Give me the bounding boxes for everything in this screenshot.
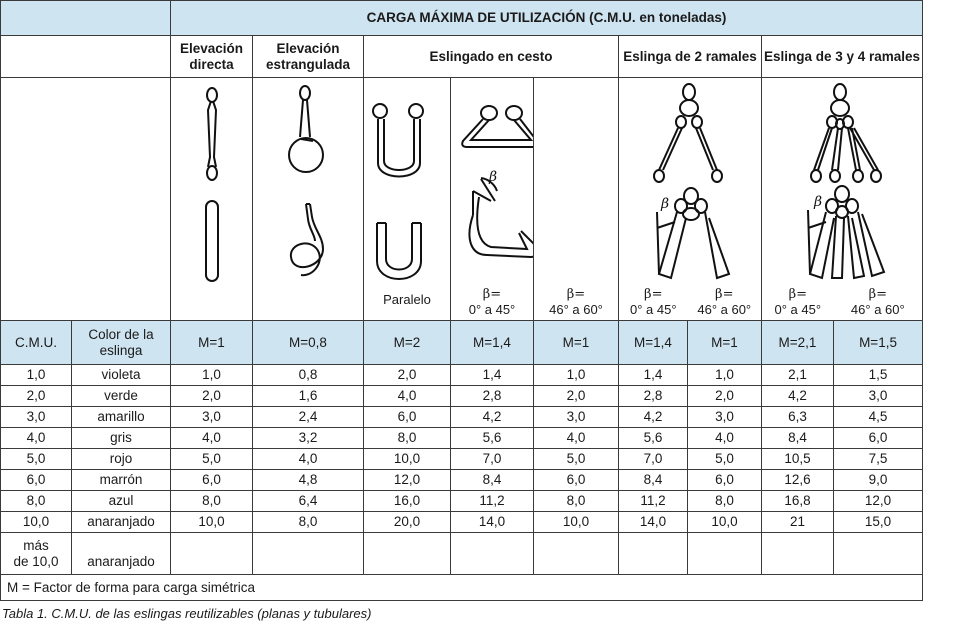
factor-cell: M=2 [364, 321, 451, 365]
value-cell: 4,2 [451, 407, 534, 428]
value-cell: 4,0 [688, 428, 762, 449]
value-cell: 2,0 [171, 386, 253, 407]
value-cell: 6,0 [171, 470, 253, 491]
color-cell: marrón [72, 470, 171, 491]
value-cell: 15,0 [834, 512, 923, 533]
value-cell: 3,0 [834, 386, 923, 407]
table-title: CARGA MÁXIMA DE UTILIZACIÓN (C.M.U. en toneladas) [171, 1, 923, 36]
choke-lift-diagram [253, 79, 364, 320]
value-cell: 6,0 [688, 470, 762, 491]
group-eslinga-3-4-ramales: Eslinga de 3 y 4 ramales [762, 36, 923, 78]
value-cell: 12,0 [364, 470, 451, 491]
value-cell: 4,0 [534, 428, 619, 449]
corner-cell [1, 1, 171, 36]
table-row [1, 407, 923, 428]
basket-parallel-diagram [364, 97, 451, 292]
table-row-last [1, 533, 923, 575]
color-cell: verde [72, 386, 171, 407]
value-cell: 2,4 [253, 407, 364, 428]
factor-cell: M=1 [171, 321, 253, 365]
label-paralelo: Paralelo [383, 292, 431, 307]
value-cell: 10,0 [171, 512, 253, 533]
basket-angled-low-diagram [451, 83, 534, 286]
value-cell: 8,0 [364, 428, 451, 449]
footnote: M = Factor de forma para carga simétrica [1, 575, 923, 601]
value-cell: 4,0 [253, 449, 364, 470]
table-row [1, 428, 923, 449]
col-header-cmu: C.M.U. [1, 321, 72, 365]
cmu-cell: 1,0 [1, 365, 72, 386]
empty-cell [364, 533, 451, 575]
value-cell: 5,0 [171, 449, 253, 470]
cmu-last-line2: de 10,0 [13, 553, 59, 569]
blank-cell [1, 36, 171, 78]
empty-cell [762, 533, 834, 575]
value-cell: 2,0 [364, 365, 451, 386]
group-eslinga-2-ramales: Eslinga de 2 ramales [619, 36, 762, 78]
empty-cell [619, 533, 688, 575]
table-row [1, 449, 923, 470]
value-cell: 4,8 [253, 470, 364, 491]
value-cell: 2,0 [534, 386, 619, 407]
pic-elevacion-estrangulada [253, 78, 364, 321]
value-cell: 6,0 [364, 407, 451, 428]
value-cell: 1,4 [619, 365, 688, 386]
cmu-cell: 5,0 [1, 449, 72, 470]
value-cell: 4,5 [834, 407, 923, 428]
empty-cell [834, 533, 923, 575]
beta-label-2-low: β= 0° a 45° [629, 287, 677, 317]
three-four-leg-sling-diagram [762, 78, 923, 286]
value-cell: 4,2 [619, 407, 688, 428]
pic-cesto-paralelo [364, 78, 451, 321]
value-cell: 5,0 [688, 449, 762, 470]
value-cell: 7,0 [619, 449, 688, 470]
basket-angled-high-spacer [534, 83, 619, 286]
two-leg-sling-diagram [619, 78, 762, 286]
value-cell: 1,4 [451, 365, 534, 386]
value-cell: 4,0 [364, 386, 451, 407]
value-cell: 9,0 [834, 470, 923, 491]
value-cell: 6,0 [834, 428, 923, 449]
value-cell: 11,2 [619, 491, 688, 512]
col-header-color: Color de la eslinga [72, 321, 171, 365]
value-cell: 7,5 [834, 449, 923, 470]
color-cell: gris [72, 428, 171, 449]
value-cell: 1,5 [834, 365, 923, 386]
value-cell: 10,0 [534, 512, 619, 533]
value-cell: 2,1 [762, 365, 834, 386]
value-cell: 8,0 [253, 512, 364, 533]
value-cell: 2,0 [688, 386, 762, 407]
value-cell: 8,0 [534, 491, 619, 512]
value-cell: 4,0 [171, 428, 253, 449]
empty-cell [253, 533, 364, 575]
factor-row [1, 321, 923, 365]
empty-cell [451, 533, 534, 575]
value-cell: 3,2 [253, 428, 364, 449]
factor-cell: M=2,1 [762, 321, 834, 365]
empty-cell [688, 533, 762, 575]
value-cell: 12,6 [762, 470, 834, 491]
group-eslingado-cesto: Eslingado en cesto [364, 36, 619, 78]
table-row [1, 512, 923, 533]
pic-eslinga-34 [762, 78, 923, 321]
value-cell: 0,8 [253, 365, 364, 386]
group-elevacion-estrangulada: Elevación estrangulada [253, 36, 364, 78]
factor-cell: M=1,4 [451, 321, 534, 365]
blank-picture-cell [1, 78, 171, 321]
empty-cell [171, 533, 253, 575]
factor-cell: M=1 [534, 321, 619, 365]
value-cell: 12,0 [834, 491, 923, 512]
data-rows [1, 365, 923, 533]
cmu-cell: 4,0 [1, 428, 72, 449]
cmu-cell: 8,0 [1, 491, 72, 512]
value-cell: 8,4 [762, 428, 834, 449]
value-cell: 1,0 [534, 365, 619, 386]
table-row [1, 365, 923, 386]
value-cell: 1,0 [688, 365, 762, 386]
beta-label-2-high: β= 46° a 60° [697, 287, 752, 317]
color-cell: violeta [72, 365, 171, 386]
value-cell: 2,8 [619, 386, 688, 407]
value-cell: 8,4 [619, 470, 688, 491]
value-cell: 6,0 [534, 470, 619, 491]
table-row [1, 386, 923, 407]
cmu-cell: 2,0 [1, 386, 72, 407]
value-cell: 10,0 [688, 512, 762, 533]
beta-marker-four-leg: β [814, 194, 823, 210]
value-cell: 4,2 [762, 386, 834, 407]
value-cell: 1,0 [171, 365, 253, 386]
value-cell: 10,5 [762, 449, 834, 470]
value-cell: 6,3 [762, 407, 834, 428]
color-cell: anaranjado [72, 512, 171, 533]
factor-cell: M=1,4 [619, 321, 688, 365]
color-cell-last: anaranjado [72, 533, 171, 575]
pic-elevacion-directa [171, 78, 253, 321]
direct-lift-diagram [171, 79, 253, 320]
value-cell: 2,8 [451, 386, 534, 407]
value-cell: 3,0 [534, 407, 619, 428]
value-cell: 5,0 [534, 449, 619, 470]
beta-label-cesto-low: β= 0° a 45° [468, 287, 516, 317]
value-cell: 6,4 [253, 491, 364, 512]
value-cell: 8,0 [688, 491, 762, 512]
cmu-last-line1: más [23, 537, 49, 553]
value-cell: 21 [762, 512, 834, 533]
table-row [1, 470, 923, 491]
value-cell: 5,6 [619, 428, 688, 449]
color-cell: azul [72, 491, 171, 512]
pic-cesto-angulo-bajo [451, 78, 534, 321]
value-cell: 8,4 [451, 470, 534, 491]
value-cell: 8,0 [171, 491, 253, 512]
value-cell: 14,0 [619, 512, 688, 533]
value-cell: 14,0 [451, 512, 534, 533]
value-cell: 10,0 [364, 449, 451, 470]
value-cell: 5,6 [451, 428, 534, 449]
cmu-cell: 10,0 [1, 512, 72, 533]
beta-label-cesto-high: β= 46° a 60° [549, 287, 603, 317]
beta-label-34-high: β= 46° a 60° [850, 287, 905, 317]
beta-marker-two-leg: β [661, 196, 670, 212]
value-cell: 16,0 [364, 491, 451, 512]
pic-eslinga-2 [619, 78, 762, 321]
table-row [1, 491, 923, 512]
cmu-cell-last [1, 533, 72, 575]
value-cell: 7,0 [451, 449, 534, 470]
pic-cesto-angulo-alto [534, 78, 619, 321]
value-cell: 1,6 [253, 386, 364, 407]
cmu-cell: 6,0 [1, 470, 72, 491]
value-cell: 3,0 [688, 407, 762, 428]
color-cell: amarillo [72, 407, 171, 428]
cmu-cell: 3,0 [1, 407, 72, 428]
value-cell: 11,2 [451, 491, 534, 512]
beta-marker-basket: β [489, 169, 498, 185]
table-caption: Tabla 1. C.M.U. de las eslingas reutilizables (planas y tubulares) [2, 606, 372, 621]
factor-cell: M=0,8 [253, 321, 364, 365]
empty-cell [534, 533, 619, 575]
value-cell: 3,0 [171, 407, 253, 428]
value-cell: 20,0 [364, 512, 451, 533]
color-cell: rojo [72, 449, 171, 470]
group-elevacion-directa: Elevación directa [171, 36, 253, 78]
beta-label-34-low: β= 0° a 45° [774, 287, 822, 317]
factor-cell: M=1 [688, 321, 762, 365]
factor-cell: M=1,5 [834, 321, 923, 365]
value-cell: 16,8 [762, 491, 834, 512]
